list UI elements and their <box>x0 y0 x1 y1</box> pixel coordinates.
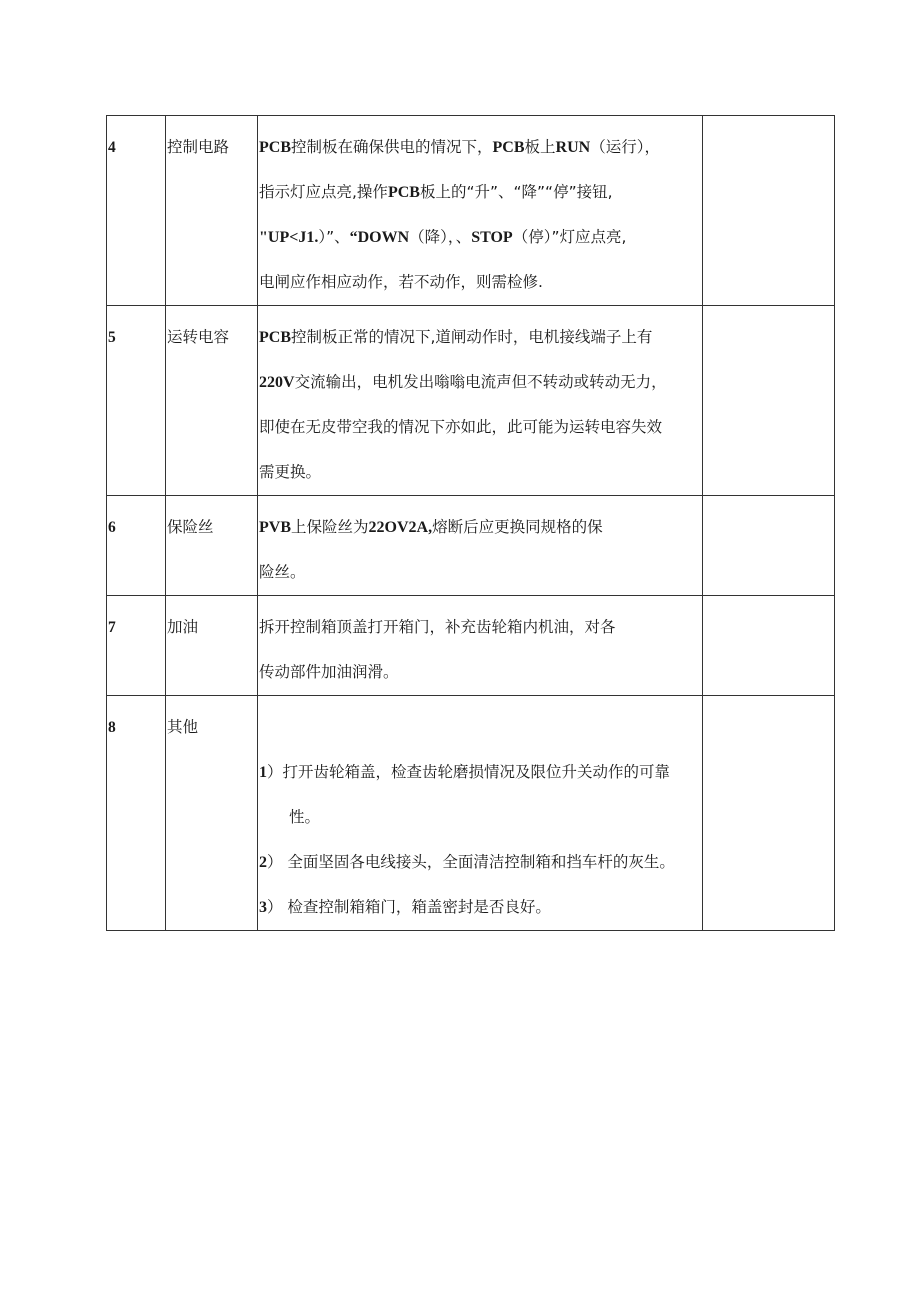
notes-cell <box>703 596 835 696</box>
description-line <box>259 795 700 840</box>
text-run: 传动部件加油润滑。 <box>259 663 399 681</box>
maintenance-table <box>106 115 835 931</box>
notes-cell <box>703 496 835 596</box>
description-line <box>259 705 700 750</box>
text-run: 控制板在确保供电的情况下， <box>291 138 493 156</box>
item-description <box>258 596 703 696</box>
description-line <box>259 605 700 650</box>
description-line <box>259 260 700 305</box>
bold-text-run: PCB <box>492 139 525 156</box>
text-run: 险丝。 <box>259 563 306 581</box>
text-run: （运行）， <box>590 138 660 156</box>
item-name: 加油 <box>166 596 258 696</box>
table-row <box>107 596 835 696</box>
text-run: ）”、 <box>318 228 350 246</box>
bold-text-run: 2 <box>259 854 267 871</box>
item-description <box>258 696 703 931</box>
text-run: 拆开控制箱顶盖打开箱门，补充齿轮箱内机油，对各 <box>259 618 616 636</box>
description-line <box>259 550 700 595</box>
text-run: 需更换。 <box>259 463 322 481</box>
row-number: 5 <box>107 306 166 496</box>
text-run: （降），、 <box>409 228 472 246</box>
item-name: 控制电路 <box>166 116 258 306</box>
item-name: 其他 <box>166 696 258 931</box>
text-run: 板上的“升”、“降”“停”接钮, <box>419 183 613 201</box>
description-line <box>259 315 700 360</box>
text-run: 指示灯应点亮,操作 <box>259 183 388 201</box>
bold-text-run: 3 <box>259 899 267 916</box>
bold-text-run: PVB <box>259 519 291 536</box>
description-line <box>259 405 700 450</box>
text-run: ） 全面坚固各电线接头，全面清洁控制箱和挡车杆的灰生。 <box>267 853 675 871</box>
text-run: 性。 <box>289 808 321 826</box>
bold-text-run: RUN <box>555 139 591 156</box>
description-line <box>259 840 700 885</box>
table-row <box>107 116 835 306</box>
text-run: 电闸应作相应动作，若不动作，则需检修. <box>259 273 543 291</box>
description-line <box>259 885 700 930</box>
bold-text-run: PCB <box>387 184 420 201</box>
description-line <box>259 650 700 695</box>
row-number: 4 <box>107 116 166 306</box>
table-row <box>107 696 835 931</box>
notes-cell <box>703 116 835 306</box>
bold-text-run: PCB <box>259 329 291 346</box>
description-line <box>259 360 700 405</box>
bold-text-run: 1 <box>259 764 267 781</box>
text-run: 控制板正常的情况下,道闸动作时，电机接线端子上有 <box>291 328 653 346</box>
description-line <box>259 125 700 170</box>
text-run: 即使在无皮带空我的情况下亦如此，此可能为运转电容失效 <box>259 418 663 436</box>
item-description <box>258 306 703 496</box>
item-name: 保险丝 <box>166 496 258 596</box>
bold-text-run: STOP <box>471 229 513 246</box>
description-line <box>259 750 700 795</box>
description-line <box>259 170 700 215</box>
bold-text-run: "UP<J1. <box>259 229 319 246</box>
item-description <box>258 116 703 306</box>
row-number: 6 <box>107 496 166 596</box>
bold-text-run: PCB <box>259 139 291 156</box>
description-line <box>259 505 700 550</box>
text-run: 板上 <box>524 138 556 156</box>
bold-text-run: “DOWN <box>349 229 410 246</box>
bold-text-run: 220V <box>259 374 295 391</box>
text-run: 熔断后应更换同规格的保 <box>432 518 603 536</box>
text-run: 交流输出，电机发出嗡嗡电流声但不转动或转动无力， <box>294 373 667 391</box>
row-number: 7 <box>107 596 166 696</box>
item-name: 运转电容 <box>166 306 258 496</box>
description-line <box>259 450 700 495</box>
row-number: 8 <box>107 696 166 931</box>
notes-cell <box>703 306 835 496</box>
notes-cell <box>703 696 835 931</box>
text-run: （停）”灯应点亮, <box>512 228 627 246</box>
text-run: 上保险丝为 <box>291 518 369 536</box>
bold-text-run: 22OV2A, <box>368 519 433 536</box>
table-row <box>107 306 835 496</box>
text-run: ） 检查控制箱箱门，箱盖密封是否良好。 <box>267 898 551 916</box>
item-description <box>258 496 703 596</box>
text-run: ）打开齿轮箱盖，检查齿轮磨损情况及限位升关动作的可靠 <box>267 763 671 781</box>
description-line <box>259 215 700 260</box>
table-row <box>107 496 835 596</box>
